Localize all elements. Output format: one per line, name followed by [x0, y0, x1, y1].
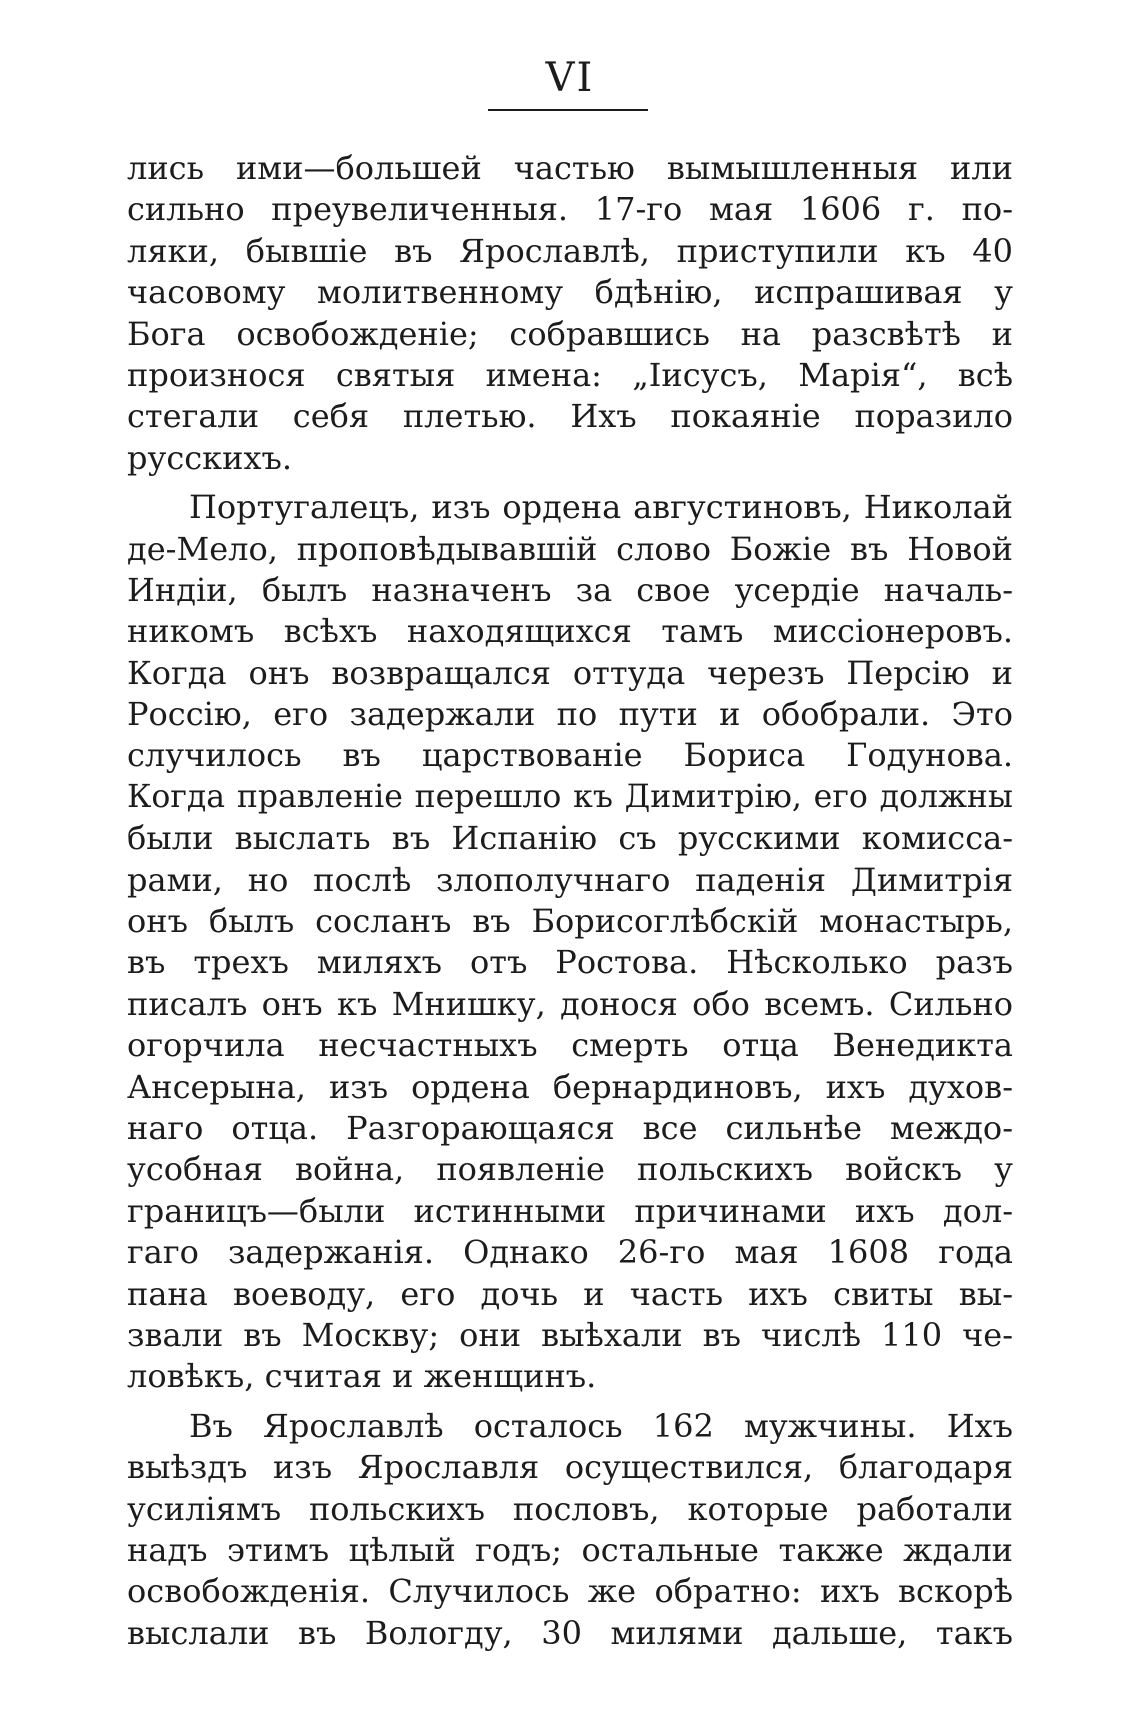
- text-line: случилось въ царствованіе Бориса Годунова.: [127, 736, 1013, 775]
- text-line: въ трехъ миляхъ отъ Ростова. Нѣсколько разъ: [127, 943, 1013, 982]
- text-line: были выслать въ Испанію съ русскими комисса-: [127, 819, 1013, 858]
- text-line: усобная война, появленіе польскихъ войскъ у: [127, 1150, 1013, 1189]
- text-line: выслали въ Вологду, 30 милями дальше, такъ: [127, 1613, 1013, 1652]
- text-line: Россію, его задержали по пути и обобрали. Это: [127, 695, 1013, 734]
- text-line: усиліямъ польскихъ пословъ, которые работали: [127, 1489, 1013, 1528]
- text-line: пана воеводу, его дочь и часть ихъ свиты вы-: [127, 1274, 1013, 1313]
- text-line: часовому молитвенному бдѣнію, испрашивая у: [127, 273, 1013, 312]
- text-line: границъ—были истинными причинами ихъ дол-: [127, 1191, 1013, 1230]
- text-line: Португалецъ, изъ ордена августиновъ, Николай: [189, 488, 1013, 527]
- paragraph-gap: [127, 479, 1013, 487]
- text-line: надъ этимъ цѣлый годъ; остальные также ждали: [127, 1530, 1013, 1569]
- text-line: гаго задержанія. Однако 26-го мая 1608 года: [127, 1233, 1013, 1272]
- text-line: звали въ Москву; они выѣхали въ числѣ 110 че-: [127, 1315, 1013, 1354]
- text-line: онъ былъ сосланъ въ Борисоглѣбскій монастырь,: [127, 902, 1013, 941]
- header-rule: [488, 109, 648, 111]
- text-line: русскихъ.: [127, 438, 293, 477]
- text-line: лись ими—большей частью вымышленныя или: [127, 149, 1013, 187]
- text-line: рами, но послѣ злополучнаго паденія Димитрія: [127, 860, 1013, 899]
- paragraph-1: [127, 148, 1013, 479]
- text-line: произнося святыя имена: „Іисусъ, Марія“, всѣ: [127, 355, 1013, 394]
- text-line: Индіи, былъ назначенъ за свое усердіе началь-: [127, 570, 1013, 609]
- text-line: де-Мело, проповѣдывавшій слово Божіе въ Новой: [127, 529, 1013, 568]
- text-line: ляки, бывшіе въ Ярославлѣ, приступили къ 40: [127, 231, 1013, 270]
- paragraph-3: [127, 1406, 1013, 1654]
- text-line: сильно преувеличенныя. 17-го мая 1606 г. по-: [127, 190, 1013, 229]
- paragraph-2: [127, 487, 1013, 1398]
- text-line: Бога освобожденіе; собравшись на разсвѣтѣ и: [127, 314, 1013, 353]
- page-number: VI: [545, 55, 595, 101]
- text-column: [127, 148, 1013, 1654]
- text-line: Когда онъ возвращался оттуда черезъ Персію и: [127, 653, 1013, 692]
- text-line: огорчила несчастныхъ смерть отца Венедикта: [127, 1026, 1013, 1065]
- text-line: никомъ всѣхъ находящихся тамъ миссіонеровъ.: [127, 612, 1013, 651]
- text-line: Ансерына, изъ ордена бернардиновъ, ихъ духов-: [127, 1067, 1013, 1106]
- text-line: освобожденія. Случилось же обратно: ихъ вскорѣ: [127, 1572, 1013, 1611]
- text-line: ловѣкъ, считая и женщинъ.: [127, 1357, 597, 1396]
- text-line: Когда правленіе перешло къ Димитрію, его должны: [127, 778, 1013, 815]
- text-line: писалъ онъ къ Мнишку, донося обо всемъ. Сильно: [127, 984, 1013, 1023]
- paragraph-gap: [127, 1398, 1013, 1406]
- text-line: стегали себя плетью. Ихъ покаяніе поразило: [127, 397, 1013, 436]
- text-line: выѣздъ изъ Ярославля осуществился, благодаря: [127, 1448, 1013, 1487]
- text-line: Въ Ярославлѣ осталось 162 мужчины. Ихъ: [189, 1406, 1013, 1445]
- text-line: наго отца. Разгорающаяся все сильнѣе междо-: [127, 1108, 1013, 1147]
